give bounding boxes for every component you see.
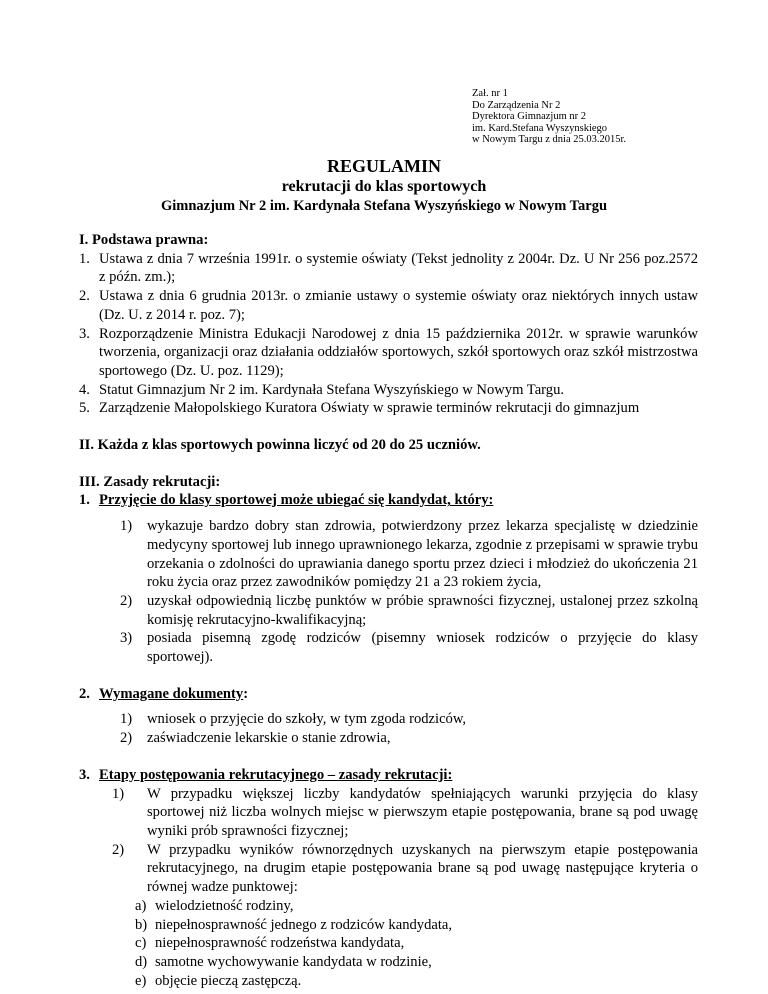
list-item [112, 785, 698, 841]
subsection-title-colon: : [243, 685, 249, 702]
annex-line: Dyrektora Gimnazjum nr 2 [472, 111, 587, 122]
item-number: 4. [79, 381, 90, 398]
subsection-1 [79, 491, 698, 510]
list-item [79, 381, 698, 400]
subsection-title-text: Przyjęcie do klasy sportowej może ubiegać się kandydat, który: [99, 492, 494, 509]
document-body [79, 231, 698, 990]
document-subtitle: rekrutacji do klas sportowych [281, 178, 487, 195]
item-number: 1. [79, 492, 90, 509]
item-text: niepełnosprawność rodzeństwa kandydata, [155, 935, 405, 952]
item-text: Zarządzenie Małopolskiego Kuratora Oświaty w sprawie terminów rekrutacji do gimnazjum [99, 400, 640, 417]
annex-line: Zał. nr 1 [472, 88, 508, 99]
recruitment-stages-list [112, 785, 698, 897]
section-2-heading: II. Każda z klas sportowych powinna liczyć od 20 do 25 uczniów. [79, 437, 481, 454]
list-item [112, 841, 698, 897]
list-item [120, 592, 698, 629]
section-1-heading: I. Podstawa prawna: [79, 232, 209, 248]
subsection-title-text: Wymagane dokumenty [99, 685, 244, 702]
list-item [135, 953, 698, 972]
item-text: wielodzietność rodziny, [155, 897, 294, 914]
title-block [0, 156, 768, 216]
item-number: 1) [120, 711, 133, 728]
item-number: 2) [120, 730, 133, 747]
item-number: 3) [120, 630, 133, 647]
item-text: posiada pisemną zgodę rodziców (pisemny wniosek rodziców o przyjęcie do klasy sportowej). [147, 630, 698, 666]
list-item [135, 916, 698, 935]
subsection-title-text: Etapy postępowania rekrutacyjnego – zasady rekrutacji: [99, 766, 453, 783]
item-number: 3. [79, 766, 90, 783]
item-text: Statut Gimnazjum Nr 2 im. Kardynała Stefana Wyszyńskiego w Nowym Targu. [99, 381, 565, 398]
list-item [120, 517, 698, 592]
subsection-2-title [79, 685, 698, 704]
item-number: 1) [112, 785, 125, 802]
subsection-1-title [79, 491, 698, 510]
item-text: Rozporządzenie Ministra Edukacji Narodowej z dnia 15 października 2012r. w sprawie warunków tworzenia, organizacji oraz działania oddziałów sportowych, szkół sportowych oraz szkół mistrzostwa sportowego (Dz. U. poz. 1129); [99, 325, 698, 379]
item-text: Ustawa z dnia 7 września 1991r. o systemie oświaty (Tekst jednolity z 2004r. Dz. U Nr 256 poz.2572 z późn. zm.); [99, 250, 698, 286]
list-item [135, 934, 698, 953]
legal-basis-list [79, 250, 698, 418]
list-item [135, 972, 698, 991]
eligibility-list [120, 517, 698, 667]
item-number: 1. [79, 250, 90, 267]
list-item [120, 629, 698, 666]
item-number: 2. [79, 288, 90, 305]
list-item [79, 250, 698, 287]
list-item [120, 729, 698, 748]
list-item [79, 287, 698, 324]
annex-line: w Nowym Targu z dnia 25.03.2015r. [472, 134, 627, 145]
item-text: W przypadku wyników równorzędnych uzyskanych na pierwszym etapie postępowania rekrutacyjnego, na drugim etapie postępowania brane są pod uwagę następujące kryteria o równej wadze punktowej: [147, 841, 698, 896]
item-text: wykazuje bardzo dobry stan zdrowia, potwierdzony przez lekarza specjalistę w dziedzinie medycyny sportowej lub innego uprawnionego lekarza, zgodnie z przepisami w sprawie trybu orzekania o zdolności do uprawiania danego sportu przez dzieci i młodzież do ukończenia 21 roku życia oraz przez zawodników pomiędzy 21 a 23 rokiem życia, [147, 518, 698, 591]
item-letter: c) [135, 935, 147, 952]
item-number: 5. [79, 400, 90, 417]
item-text: samotne wychowywanie kandydata w rodzinie, [155, 953, 432, 970]
item-letter: e) [135, 972, 147, 989]
item-number: 1) [120, 518, 133, 535]
list-item [79, 399, 698, 418]
list-item [79, 325, 698, 381]
item-number: 3. [79, 325, 90, 342]
item-text: objęcie pieczą zastępczą. [155, 972, 302, 989]
criteria-list [135, 897, 698, 991]
list-item [135, 897, 698, 916]
subsection-3 [79, 766, 698, 785]
item-text: wniosek o przyjęcie do szkoły, w tym zgoda rodziców, [147, 711, 467, 728]
item-text: W przypadku większej liczby kandydatów spełniających warunki przyjęcia do klasy sportowej niż liczba wolnych miejsc w pierwszym etapie postępowania, brane są pod uwagę wyniki prób sprawności fizycznej; [147, 785, 698, 839]
item-letter: b) [135, 916, 148, 933]
item-text: uzyskał odpowiednią liczbę punktów w próbie sprawności fizycznej, ustalonej przez szkolną komisję rekrutacyjno-kwalifikacyjną; [147, 592, 698, 628]
item-number: 2) [112, 841, 125, 858]
list-item [120, 710, 698, 729]
item-number: 2. [79, 685, 90, 702]
annex-line: im. Kard.Stefana Wyszynskiego [472, 122, 608, 134]
section-3-heading: III. Zasady rekrutacji: [79, 473, 221, 490]
item-number: 2) [120, 592, 133, 609]
documents-list [120, 710, 698, 747]
subsection-3-title [79, 766, 698, 785]
subsection-2 [79, 685, 698, 704]
annex-line: Do Zarządzenia Nr 2 [472, 99, 561, 111]
annex-note [472, 88, 626, 146]
item-text: niepełnosprawność jednego z rodziców kandydata, [155, 916, 453, 933]
item-text: Ustawa z dnia 6 grudnia 2013r. o zmianie ustawy o systemie oświaty oraz niektórych innych ustaw (Dz. U. z 2014 r. poz. 7); [99, 288, 698, 323]
item-text: zaświadczenie lekarskie o stanie zdrowia, [147, 730, 391, 747]
item-letter: a) [135, 897, 147, 914]
item-letter: d) [135, 953, 148, 970]
school-name: Gimnazjum Nr 2 im. Kardynała Stefana Wyszyńskiego w Nowym Targu [160, 198, 608, 214]
document-title: REGULAMIN [326, 156, 441, 176]
